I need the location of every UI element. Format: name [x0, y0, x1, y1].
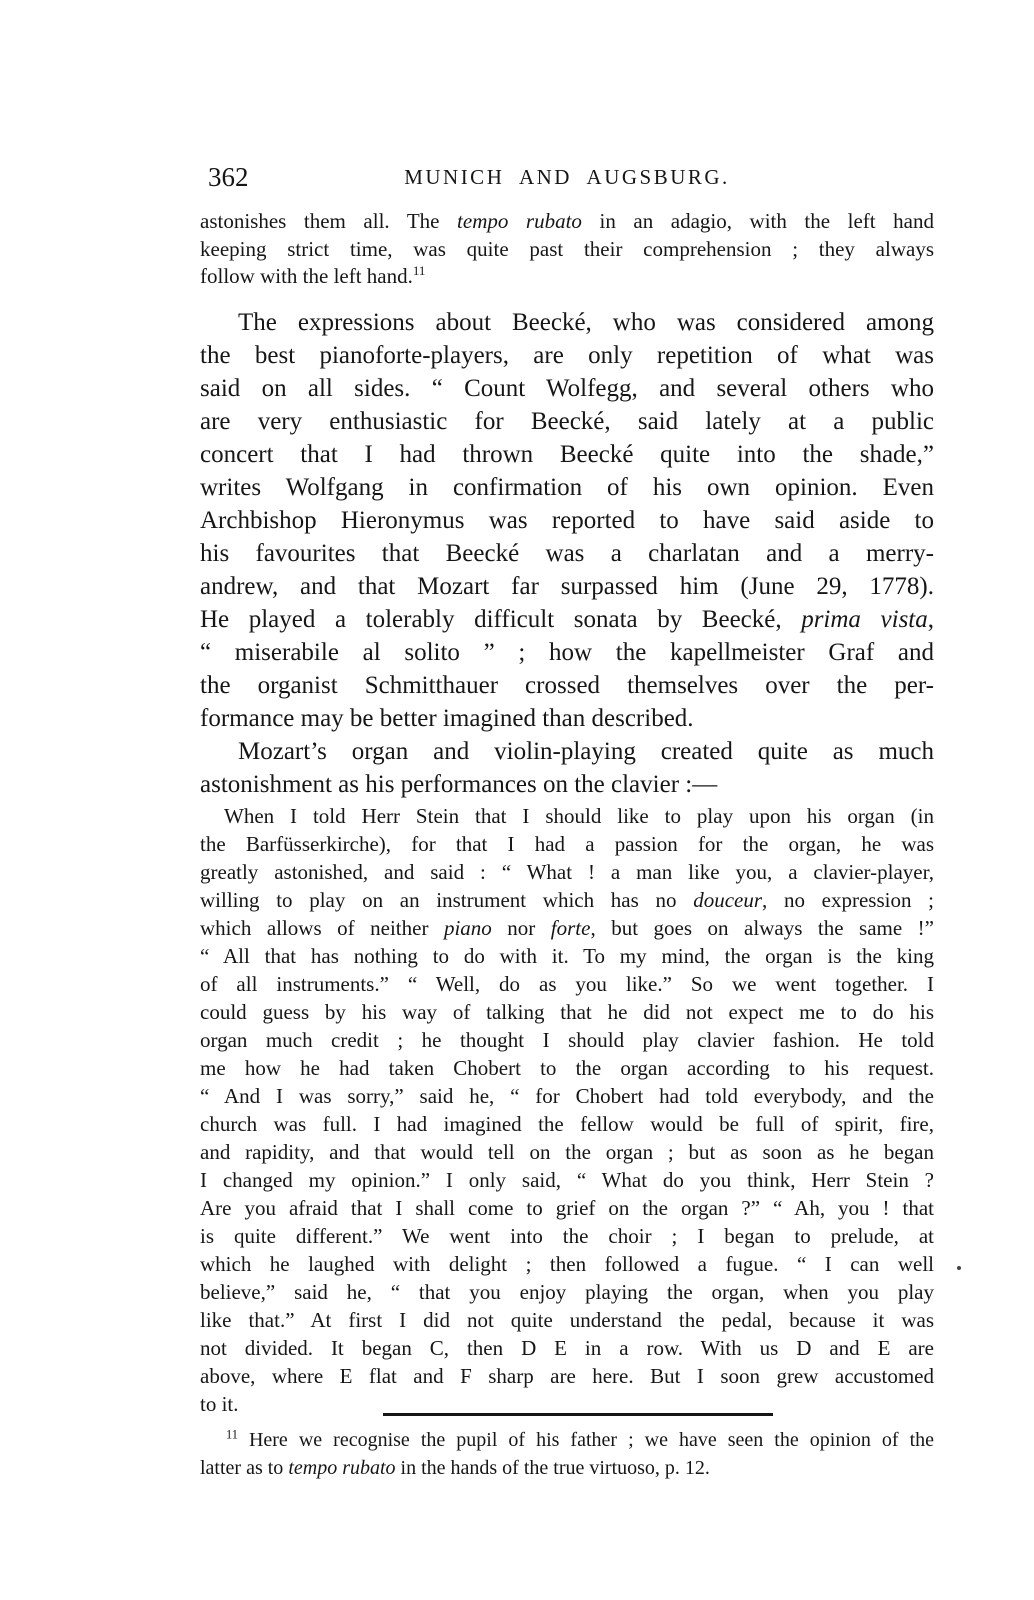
text-line: “ All that has nothing to do with it. To my mind, the organ is the king — [200, 944, 934, 968]
text-line: organ much credit ; he thought I should play clavier fashion. He told — [200, 1028, 934, 1052]
text-line: astonishes them all. The tempo rubato in an adagio, with the left hand — [200, 209, 934, 233]
text-line: willing to play on an instrument which has no douceur, no expression ; — [200, 888, 934, 912]
text-line: to it. — [200, 1392, 239, 1416]
text-line: could guess by his way of talking that he did not expect me to do his — [200, 1000, 934, 1024]
text-line: church was full. I had imagined the fellow would be full of spirit, fire, — [200, 1112, 934, 1136]
text-line: Mozart’s organ and violin-playing created quite as much — [238, 738, 934, 765]
text-line: andrew, and that Mozart far surpassed him (June 29, 1778). — [200, 573, 934, 600]
text-line: and rapidity, and that would tell on the organ ; but as soon as he began — [200, 1140, 934, 1164]
text-line: formance may be better imagined than described. — [200, 705, 694, 732]
text-line: “ And I was sorry,” said he, “ for Chobert had told everybody, and the — [200, 1084, 934, 1108]
text-line: “ miserabile al solito ” ; how the kapellmeister Graf and — [200, 639, 934, 666]
text-line: latter as to tempo rubato in the hands of the true virtuoso, p. 12. — [200, 1457, 710, 1479]
text-line: greatly astonished, and said : “ What ! a man like you, a clavier-player, — [200, 860, 934, 884]
text-line: Archbishop Hieronymus was reported to have said aside to — [200, 507, 934, 534]
text-line: the Barfüsserkirche), for that I had a passion for the organ, he was — [200, 832, 934, 856]
text-line: $^{11}$ Here we recognise the pupil of his father ; we have seen the opinion of the — [226, 1427, 934, 1451]
text-line: the best pianoforte-players, are only repetition of what was — [200, 342, 934, 369]
text-line: concert that I had thrown Beecké quite into the shade,” — [200, 441, 934, 468]
text-line: said on all sides. “ Count Wolfegg, and several others who — [200, 375, 934, 402]
text-line: are very enthusiastic for Beecké, said lately at a public — [200, 408, 934, 435]
text-line: The expressions about Beecké, who was considered among — [238, 309, 934, 336]
text-line: which he laughed with delight ; then followed a fugue. “ I can well — [200, 1252, 934, 1276]
text-line: of all instruments.” “ Well, do as you like.” So we went together. I — [200, 972, 934, 996]
paragraph-body-1 — [200, 306, 934, 735]
text-line: which allows of neither piano nor forte, but goes on always the same !” — [200, 916, 934, 940]
text-line: like that.” At first I did not quite understand the pedal, because it was — [200, 1308, 934, 1332]
paragraph-body-2 — [200, 735, 934, 801]
page-header — [200, 162, 934, 192]
text-line: keeping strict time, was quite past their comprehension ; they always — [200, 236, 934, 261]
text-line: above, where E flat and F sharp are here. But I soon grew accustomed — [200, 1364, 934, 1388]
text-line: not divided. It began C, then D E in a row. With us D and E are — [200, 1336, 934, 1360]
text-line: me how he had taken Chobert to the organ according to his request. — [200, 1056, 934, 1080]
text-line: When I told Herr Stein that I should like to play upon his organ (in — [224, 804, 934, 828]
text-line: believe,” said he, “ that you enjoy playing the organ, when you play — [200, 1280, 934, 1304]
footnote-rule — [383, 1413, 773, 1416]
running-title: MUNICH AND AUGSBURG. — [404, 165, 730, 189]
paragraph-letter-continuation — [200, 208, 934, 291]
text-line: He played a tolerably difficult sonata by Beecké, prima vista, — [200, 606, 934, 633]
text-line: I changed my opinion.” I only said, “ What do you think, Herr Stein ? — [200, 1168, 934, 1192]
paragraph-footnote — [200, 1426, 934, 1482]
text-line: follow with the left hand.$^{11}$ — [200, 263, 426, 288]
text-line: astonishment as his performances on the clavier :— — [200, 771, 718, 798]
text-line: his favourites that Beecké was a charlatan and a merry- — [200, 540, 934, 567]
text-line: is quite different.” We went into the choir ; I began to prelude, at — [200, 1224, 934, 1248]
page-number: 362 — [208, 162, 249, 192]
paragraph-letter-quote — [200, 802, 934, 1418]
text-line: writes Wolfgang in confirmation of his own opinion. Even — [200, 474, 934, 501]
text-line: the organist Schmitthauer crossed themselves over the per- — [200, 672, 934, 699]
text-line: Are you afraid that I shall come to grief on the organ ?” “ Ah, you ! that — [200, 1196, 934, 1220]
scan-speck — [957, 1266, 961, 1270]
